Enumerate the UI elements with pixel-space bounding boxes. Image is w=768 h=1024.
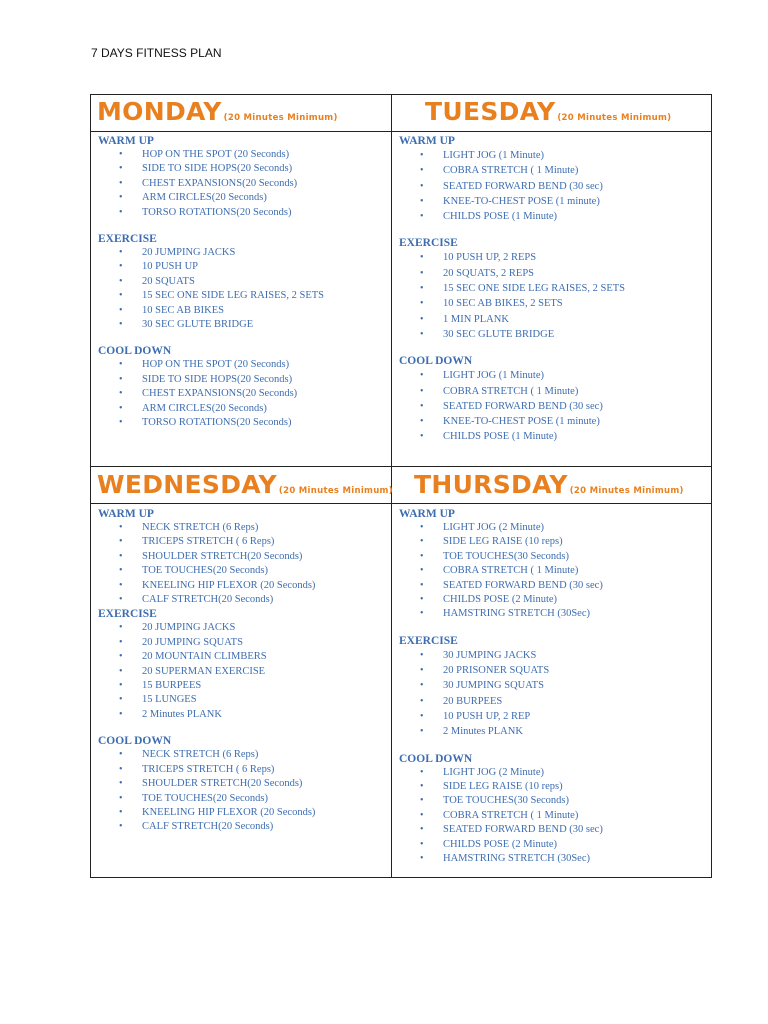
section-label-exercise: EXERCISE xyxy=(399,634,458,647)
list-item: • NECK STRETCH (6 Reps) xyxy=(98,748,387,762)
cool-down-list xyxy=(98,358,387,430)
list-item: • CHILDS POSE (2 Minute) xyxy=(399,838,708,852)
list-item: • COBRA STRETCH ( 1 Minute) xyxy=(399,809,708,823)
document-title: 7 DAYS FITNESS PLAN xyxy=(91,46,222,60)
list-item: • COBRA STRETCH ( 1 Minute) xyxy=(399,564,708,578)
day-duration-note: (20 Minutes Minimum) xyxy=(223,113,338,123)
day-name: WEDNESDAY xyxy=(97,470,277,499)
exercise-list xyxy=(399,648,708,740)
list-item: • 20 JUMPING JACKS xyxy=(98,621,387,635)
cool-down-list xyxy=(399,766,708,867)
list-item: • TOE TOUCHES(20 Seconds) xyxy=(98,564,387,578)
list-item: • 20 JUMPING SQUATS xyxy=(98,636,387,650)
list-item: • NECK STRETCH (6 Reps) xyxy=(98,521,387,535)
day-duration-note: (20 Minutes Minimum) xyxy=(557,113,672,123)
list-item: • 15 BURPEES xyxy=(98,679,387,693)
list-item: • SEATED FORWARD BEND (30 sec) xyxy=(399,399,708,414)
day-cell-wednesday xyxy=(91,467,391,877)
day-heading xyxy=(425,97,671,126)
day-cell-thursday xyxy=(392,467,712,877)
day-duration-note: (20 Minutes Minimum) xyxy=(278,486,393,496)
list-item: • ARM CIRCLES(20 Seconds) xyxy=(98,402,387,416)
list-item: • CHEST EXPANSIONS(20 Seconds) xyxy=(98,387,387,401)
section-label-warm-up: WARM UP xyxy=(98,508,154,520)
list-item: • 15 LUNGES xyxy=(98,693,387,707)
list-item: • CHEST EXPANSIONS(20 Seconds) xyxy=(98,177,387,191)
section-label-cool-down: COOL DOWN xyxy=(399,355,473,368)
list-item: • CALF STRETCH(20 Seconds) xyxy=(98,593,387,607)
list-item: • KNEELING HIP FLEXOR (20 Seconds) xyxy=(98,806,387,820)
day-cell-tuesday xyxy=(392,95,712,466)
list-item: • LIGHT JOG (2 Minute) xyxy=(399,521,708,535)
list-item: • LIGHT JOG (2 Minute) xyxy=(399,766,708,780)
list-item: • 20 PRISONER SQUATS xyxy=(399,663,708,678)
list-item: • SIDE LEG RAISE (10 reps) xyxy=(399,535,708,549)
list-item: • TOE TOUCHES(20 Seconds) xyxy=(98,792,387,806)
list-item: • 30 JUMPING JACKS xyxy=(399,648,708,663)
list-item: • 10 PUSH UP, 2 REPS xyxy=(399,250,708,265)
list-item: • TOE TOUCHES(30 Seconds) xyxy=(399,794,708,808)
list-item: • 30 JUMPING SQUATS xyxy=(399,678,708,693)
list-item: • CALF STRETCH(20 Seconds) xyxy=(98,820,387,834)
cool-down-list xyxy=(399,368,708,444)
list-item: • HAMSTRING STRETCH (30Sec) xyxy=(399,607,708,621)
list-item: • 10 SEC AB BIKES xyxy=(98,304,387,318)
list-item: • COBRA STRETCH ( 1 Minute) xyxy=(399,163,708,178)
list-item: • KNEE-TO-CHEST POSE (1 minute) xyxy=(399,194,708,209)
section-label-cool-down: COOL DOWN xyxy=(98,345,172,358)
list-item: • CHILDS POSE (1 Minute) xyxy=(399,209,708,224)
list-item: • 20 MOUNTAIN CLIMBERS xyxy=(98,650,387,664)
day-cell-monday xyxy=(91,95,391,466)
list-item: • TOE TOUCHES(30 Seconds) xyxy=(399,550,708,564)
exercise-list xyxy=(98,621,387,722)
list-item: • SIDE TO SIDE HOPS(20 Seconds) xyxy=(98,373,387,387)
list-item: • KNEE-TO-CHEST POSE (1 minute) xyxy=(399,414,708,429)
section-label-cool-down: COOL DOWN xyxy=(399,752,473,765)
day-heading xyxy=(97,97,338,126)
list-item: • SHOULDER STRETCH(20 Seconds) xyxy=(98,550,387,564)
list-item: • 2 Minutes PLANK xyxy=(98,708,387,722)
list-item: • 20 SUPERMAN EXERCISE xyxy=(98,665,387,679)
list-item: • 15 SEC ONE SIDE LEG RAISES, 2 SETS xyxy=(98,289,387,303)
list-item: • 20 SQUATS, 2 REPS xyxy=(399,266,708,281)
list-item: • SEATED FORWARD BEND (30 sec) xyxy=(399,579,708,593)
list-item: • TORSO ROTATIONS(20 Seconds) xyxy=(98,206,387,220)
day-content xyxy=(399,507,708,866)
section-label-exercise: EXERCISE xyxy=(98,233,157,246)
section-label-warm-up: WARM UP xyxy=(98,135,154,147)
list-item: • TRICEPS STRETCH ( 6 Reps) xyxy=(98,763,387,777)
list-item: • CHILDS POSE (1 Minute) xyxy=(399,429,708,444)
warm-up-list xyxy=(399,521,708,622)
day-name: TUESDAY xyxy=(425,97,556,126)
list-item: • HOP ON THE SPOT (20 Seconds) xyxy=(98,358,387,372)
list-item: • COBRA STRETCH ( 1 Minute) xyxy=(399,384,708,399)
list-item: • TORSO ROTATIONS(20 Seconds) xyxy=(98,416,387,430)
list-item: • 10 SEC AB BIKES, 2 SETS xyxy=(399,296,708,311)
list-item: • 20 BURPEES xyxy=(399,694,708,709)
list-item: • ARM CIRCLES(20 Seconds) xyxy=(98,191,387,205)
day-heading xyxy=(97,470,393,499)
list-item: • 30 SEC GLUTE BRIDGE xyxy=(399,327,708,342)
cool-down-list xyxy=(98,748,387,834)
list-item: • SEATED FORWARD BEND (30 sec) xyxy=(399,179,708,194)
warm-up-list xyxy=(98,521,387,607)
day-content xyxy=(98,134,387,431)
exercise-list xyxy=(98,246,387,332)
list-item: • 10 PUSH UP, 2 REP xyxy=(399,709,708,724)
list-item: • CHILDS POSE (2 Minute) xyxy=(399,593,708,607)
section-label-warm-up: WARM UP xyxy=(399,508,455,520)
list-item: • TRICEPS STRETCH ( 6 Reps) xyxy=(98,535,387,549)
list-item: • 20 JUMPING JACKS xyxy=(98,246,387,260)
list-item: • 10 PUSH UP xyxy=(98,260,387,274)
list-item: • SIDE TO SIDE HOPS(20 Seconds) xyxy=(98,162,387,176)
list-item: • HAMSTRING STRETCH (30Sec) xyxy=(399,852,708,866)
day-content xyxy=(98,507,387,835)
day-content xyxy=(399,134,708,445)
day-duration-note: (20 Minutes Minimum) xyxy=(569,486,684,496)
list-item: • 15 SEC ONE SIDE LEG RAISES, 2 SETS xyxy=(399,281,708,296)
day-name: THURSDAY xyxy=(414,470,568,499)
section-label-warm-up: WARM UP xyxy=(399,135,455,147)
section-label-exercise: EXERCISE xyxy=(399,237,458,250)
list-item: • LIGHT JOG (1 Minute) xyxy=(399,148,708,163)
section-label-cool-down: COOL DOWN xyxy=(98,735,172,748)
list-item: • 20 SQUATS xyxy=(98,275,387,289)
list-item: • SIDE LEG RAISE (10 reps) xyxy=(399,780,708,794)
list-item: • SEATED FORWARD BEND (30 sec) xyxy=(399,823,708,837)
day-heading xyxy=(414,470,684,499)
list-item: • KNEELING HIP FLEXOR (20 Seconds) xyxy=(98,579,387,593)
list-item: • 2 Minutes PLANK xyxy=(399,724,708,739)
list-item: • 1 MIN PLANK xyxy=(399,312,708,327)
day-name: MONDAY xyxy=(97,97,222,126)
list-item: • LIGHT JOG (1 Minute) xyxy=(399,368,708,383)
list-item: • 30 SEC GLUTE BRIDGE xyxy=(98,318,387,332)
warm-up-list xyxy=(98,148,387,220)
warm-up-list xyxy=(399,148,708,224)
section-label-exercise: EXERCISE xyxy=(98,608,157,621)
exercise-list xyxy=(399,250,708,342)
list-item: • SHOULDER STRETCH(20 Seconds) xyxy=(98,777,387,791)
fitness-plan-table xyxy=(90,94,712,878)
list-item: • HOP ON THE SPOT (20 Seconds) xyxy=(98,148,387,162)
